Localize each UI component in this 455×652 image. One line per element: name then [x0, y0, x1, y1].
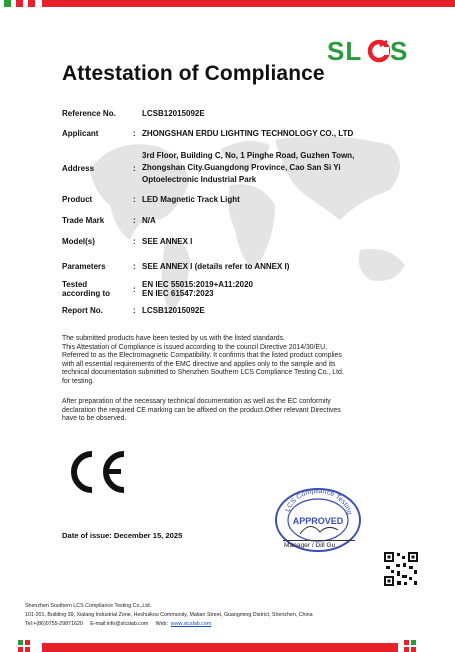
applicant-colon: : [133, 129, 136, 138]
marking-paragraph [62, 398, 402, 424]
accent-squares-left [18, 640, 38, 652]
top-red-stripe [42, 0, 455, 7]
paragraph-line: This Attestation of Compliance is issued according to the council Directive 2014/30/EU, [62, 343, 328, 351]
reference-value: LCSB12015092E [142, 109, 205, 118]
svg-text:S: S [390, 38, 408, 66]
models-colon: : [133, 237, 136, 246]
accent-squares-right [404, 640, 424, 652]
paragraph-line: for testing. [62, 377, 95, 385]
page-title: Attestation of Compliance [62, 62, 325, 85]
signature-line [283, 540, 355, 541]
tested-label: according to [62, 289, 111, 298]
bottom-red-stripe [42, 643, 398, 652]
address-label: Address [62, 164, 95, 173]
svg-text:LCS Compliance Testing [284, 488, 352, 516]
trademark-colon: : [133, 216, 136, 225]
paragraph-line: After preparation of the necessary technical documentation as well as the EC conformity [62, 398, 331, 405]
compliance-paragraph [62, 335, 402, 386]
trademark-value: N/A [142, 216, 156, 225]
paragraph-line: declaration the required CE marking can be affixed on the product.Other relevant Directives [62, 406, 341, 414]
models-value: SEE ANNEX I [142, 237, 193, 246]
seal-center-text: APPROVED [292, 516, 344, 526]
address-line: 3rd Floor, Building C, No, 1 Pinghe Road, Guzhen Town, [142, 151, 355, 160]
address-line: Zhongshan City.Guangdong Province, Cao San Si Yi [142, 163, 341, 172]
issue-date: Date of issue: December 15, 2025 [62, 531, 183, 540]
address-line: Optoelectronic Industrial Park [142, 175, 257, 184]
footer-contact [25, 621, 211, 628]
parameters-label: Parameters [62, 262, 106, 271]
report-label: Report No. [62, 306, 103, 315]
footer-email: E-mail:info@slcslab.com [90, 621, 149, 627]
svg-text:SL: SL [327, 38, 363, 66]
bottom-accent-bar [0, 640, 455, 652]
footer-address: 101-201, Building 39, Xialang Industrial Zone, Heshuikou Community, Matian Street, Guangming District, Shenzhen, China [25, 612, 313, 618]
footer-company: Shenzhen Southern LCS Compliance Testing Co.,Ltd. [25, 603, 152, 609]
report-value: LCSB12015092E [142, 306, 205, 315]
ce-mark [64, 448, 128, 496]
tested-colon: : [133, 285, 136, 294]
product-value: LED Magnetic Track Light [142, 195, 240, 204]
slcs-logo [327, 38, 417, 66]
accent-square [4, 0, 11, 7]
manager-name: Manager / Dill Gu [284, 542, 336, 549]
trademark-label: Trade Mark [62, 216, 105, 225]
footer-web-label: Web: [155, 621, 168, 627]
reference-label: Reference No. [62, 109, 116, 118]
paragraph-line: technical documentation submitted to Shenzhen Southern LCS Compliance Testing Co., Ltd. [62, 369, 344, 376]
footer-tel: Tel:+(86)0755-29871620 [25, 621, 83, 627]
paragraph-line: The submitted products have been tested by us with the listed standards. [62, 335, 285, 342]
product-colon: : [133, 195, 136, 204]
product-label: Product [62, 195, 93, 204]
qr-code [383, 551, 419, 587]
paragraph-line: have to be observed. [62, 415, 127, 422]
parameters-value: SEE ANNEX I (details refer to ANNEX I) [142, 262, 290, 271]
paragraph-line: Referred to as the Electromagnetic Compatibility. It confirms that the listed product complies [62, 352, 342, 359]
tested-label: Tested [62, 280, 88, 289]
accent-square [28, 0, 35, 7]
standard-value: EN IEC 55015:2019+A11:2020 [142, 280, 253, 289]
seal-ring-text: LCS Compliance Testing [284, 487, 353, 516]
paragraph-line: with all essential requirements of the EMC directive and applies only to the sample and its [62, 360, 336, 368]
applicant-label: Applicant [62, 129, 99, 138]
parameters-colon: : [133, 262, 136, 271]
models-label: Model(s) [62, 237, 95, 246]
top-accent-bar [0, 0, 455, 7]
applicant-value: ZHONGSHAN ERDU LIGHTING TECHNOLOGY CO., LTD [142, 129, 354, 138]
report-colon: : [133, 306, 136, 315]
standard-value: EN IEC 61547:2023 [142, 289, 214, 298]
address-colon: : [133, 164, 136, 173]
footer-web-link[interactable]: www.slcslab.com [170, 621, 212, 627]
accent-square [16, 0, 23, 7]
